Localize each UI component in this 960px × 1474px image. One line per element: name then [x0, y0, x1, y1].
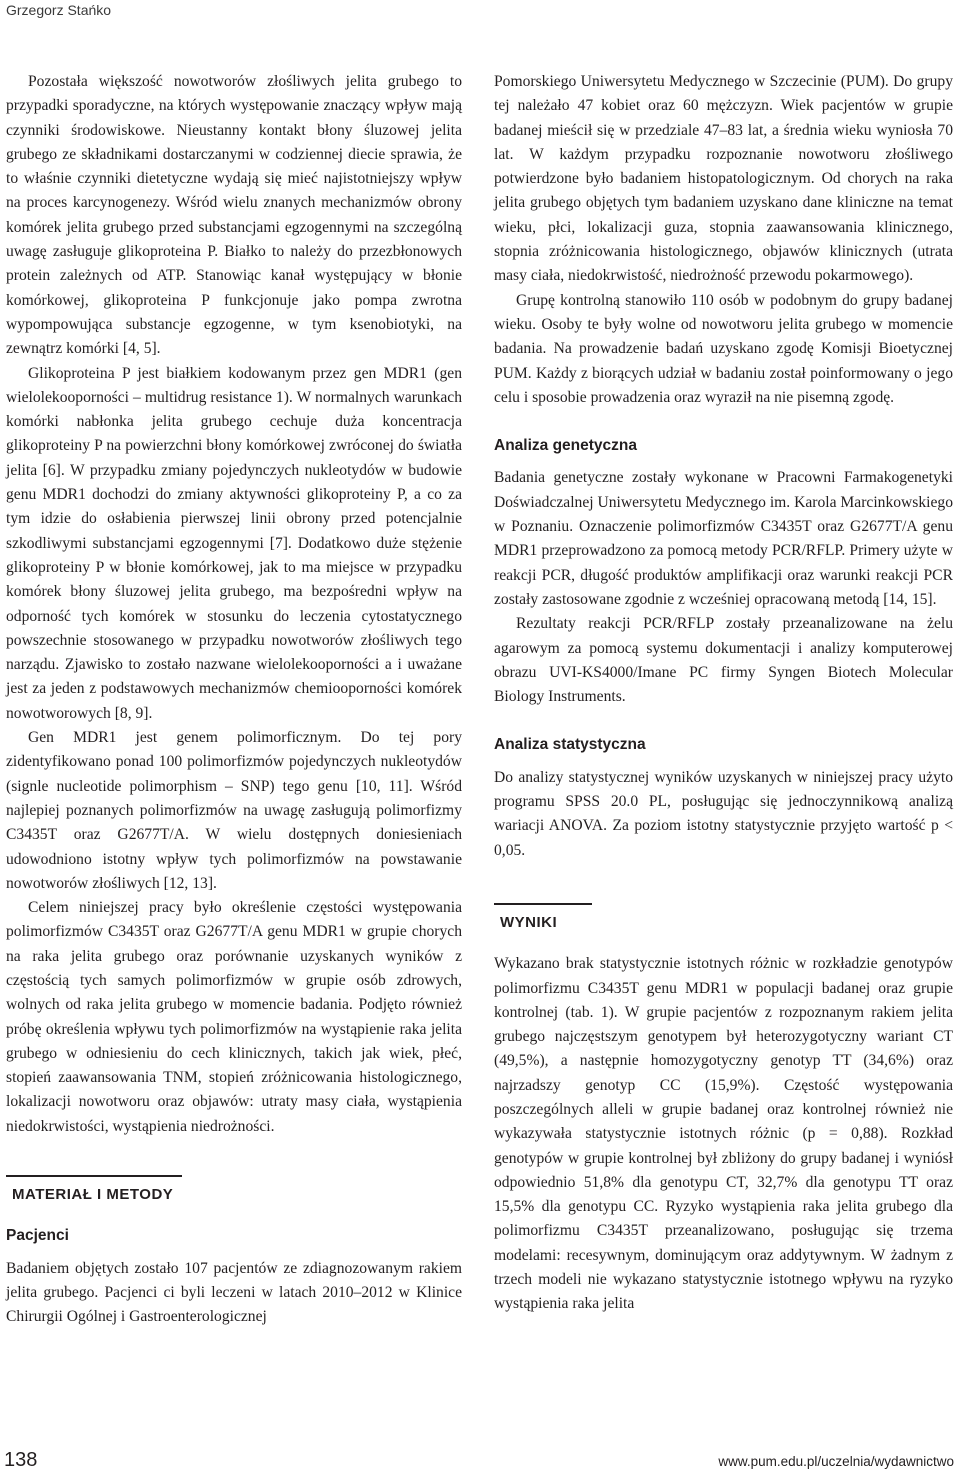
body-paragraph: Gen MDR1 jest genem polimorficznym. Do tej pory zidentyfikowano ponad 100 polimorfizmów pojedynczych nukleotydów (signle nucleotide polimorphism – SNP) tego genu [10, 11]. Wśród najlepiej poznanych polimorfizmów na uwagę zasługują polimorfizmy C3435T oraz G2677T/A. W wielu dostępnych doniesieniach udowodniono istotny wpływ tych polimorfizmów na powstawanie nowotworów złośliwych [12, 13].	[6, 729, 462, 892]
body-paragraph: Rezultaty reakcji PCR/RFLP zostały przeanalizowane na żelu agarowym za pomocą systemu dokumentacji i analizy komputerowej obrazu UVI-KS4000/Imane PC firmy Syngen Biotech Molecular Biology Instruments.	[494, 615, 953, 706]
body-paragraph: Badaniem objętych zostało 107 pacjentów ze zdiagnozowanym rakiem jelita grubego. Pacjenci ci byli leczeni w latach 2010–2012 w Klinice Chirurgii Ogólnej i Gastroenterologicznej	[6, 1259, 462, 1326]
subheading-statistical-analysis: Analiza statystyczna	[494, 736, 646, 754]
body-paragraph: Do analizy statystycznej wyników uzyskanych w niniejszej pracy użyto programu SPSS 20.0 PL, posługując się jednoczynnikową analizą wariacji ANOVA. Za poziom istotny statystycznie przyjęto wartość p < 0,05.	[494, 768, 953, 859]
page-number: 138	[4, 1449, 38, 1471]
section-heading-methods: MATERIAŁ I METODY	[6, 1175, 182, 1212]
section-heading-results: WYNIKI	[494, 903, 592, 940]
right-column	[494, 70, 953, 1317]
body-paragraph: Celem niniejszej pracy było określenie częstości występowania polimorfizmów C3435T oraz G2677T/A genu MDR1 w grupie chorych na raka jelita grubego oraz porównanie uzyskanych wyników z częstością tych samych polimorfizmów w grupie osób zdrowych, wolnych od raka jelita grubego w momencie badania. Podjęto również próbę określenia wpływu tych polimorfizmów na wystąpienie raka jelita grubego w odniesieniu do cech klinicznych, takich jak wiek, płeć, stopień zaawansowania TNM, stopień zróżnicowania histologicznego, lokalizacji nowotworu oraz objawów: utraty masy ciała, wystąpienia niedokrwistości, wystąpienia niedrożności.	[6, 899, 462, 1135]
subheading-genetic-analysis: Analiza genetyczna	[494, 437, 637, 455]
body-paragraph: Glikoproteina P jest białkiem kodowanym przez gen MDR1 (gen wielolekooporności – multidrug resistance 1). W normalnych warunkach komórki nabłonka jelita grubego cechuje duża koncentracja glikoproteiny P na powierzchni błony komórkowej zwróconej do światła jelita [6]. W przypadku zmiany pojedynczych nukleotydów w budowie genu MDR1 dochodzi do zmiany aktywności glikoproteiny P, a co za tym idzie do osłabienia pierwszej linii obrony przed potencjalnie szkodliwymi substancjami egzogennymi [7]. Dodatkowo duże stężenie glikoproteiny P w błonie komórkowej, jak to ma miejsce w przypadku komórek błony śluzowej jelita grubego, ma bezpośredni wpływ na odporność tych komórek w stosunku do leczenia cytostatycznego powszechnie stosowanego w przypadku nowotworów złośliwych tego narządu. Zjawisko to zostało nazwane wielolekooporności a i uważane jest za jeden z podstawowych mechanizmów chemiooporności komórek nowotworowych [8, 9].	[6, 364, 462, 722]
running-head-author: Grzegorz Stańko	[6, 2, 112, 18]
body-paragraph: Pozostała większość nowotworów złośliwych jelita grubego to przypadki sporadyczne, na których występowanie znaczący wpływ mają czynniki środowiskowe. Nieustanny kontakt błony śluzowej jelita grubego ze składnikami dostarczanymi w codziennej diecie sprawia, że to właśnie czynniki dietetyczne wydają się mieć najistotniejszy wpływ na proces karcynogenezy. Wśród wielu znanych mechanizmów obrony komórek jelita grubego przed substancjami egzogennymi na szczególną uwagę zasługuje glikoproteina P. Białko to należy do przezbłonowych protein zależnych od ATP. Stanowiąc kanał występujący w błonie komórkowej, glikoproteina P funkcjonuje jako pompa zwrotna wypompowująca substancje egzogenne, w tym ksenobiotyki, na zewnątrz komórki [4, 5].	[6, 73, 462, 358]
publisher-url-link[interactable]: www.pum.edu.pl/uczelnia/wydawnictwo	[718, 1454, 954, 1469]
body-paragraph: Pomorskiego Uniwersytetu Medycznego w Szczecinie (PUM). Do grupy tej należało 47 kobiet oraz 60 mężczyzn. Wiek pacjentów w grupie badanej mieścił się w przedziale 47–83 lat, a średnia wieku wyniosła 70 lat. W każdym przypadku rozpoznanie nowotworu złośliwego potwierdzone było badaniem histopatologicznym. Od chorych na raka jelita grubego objętych tym badaniem uzyskano dane kliniczne na temat wieku, płci, lokalizacji guza, stopnia zaawansowania klinicznego, stopnia zróżnicowania histologicznego, objawów klinicznych (utrata masy ciała, niedokrwistość, niedrożność przewodu pokarmowego).	[494, 73, 953, 285]
body-paragraph: Wykazano brak statystycznie istotnych różnic w rozkładzie genotypów polimorfizmu C3435T genu MDR1 w populacji badanej oraz grupie kontrolnej (tab. 1). W grupie pacjentów z rozpoznanym rakiem jelita grubego najczęstszym genotypem był heterozygotyczny wariant CT (49,5%), a następnie homozygotyczny genotyp TT (34,6%) oraz najrzadszy genotyp CC (15,9%). Częstość występowania poszczególnych alleli w grupie badanej oraz kontrolnej również nie wykazywała statystycznie istotnych różnic (p = 0,88). Rozkład genotypów w grupie kontrolnej był zbliżony do grupy badanej i wyniósł odpowiednio 51,8% dla genotypu CT, 32,7% dla genotypu TT oraz 15,5% dla genotypu CC. Ryzyko wystąpienia raka jelita grubego dla polimorfizmu C3435T przeanalizowano, posługując się trzema modelami: recesywnym, dominującym oraz addytywnym. W żadnym z trzech modeli nie wykazano statystycznie istotnego wpływu na ryzyko wystąpienia raka jelita	[494, 955, 953, 1313]
body-paragraph: Badania genetyczne zostały wykonane w Pracowni Farmakogenetyki Doświadczalnej Uniwersytetu Medycznego im. Karola Marcinkowskiego w Poznaniu. Oznaczenie polimorfizmów C3435T oraz G2677T/A genu MDR1 przeprowadzono za pomocą metody PCR/RFLP. Primery użyte w reakcji PCR, długość produktów amplifikacji oraz warunki reakcji PCR zostały zastosowane zgodnie z wcześniej opracowaną metodą [14, 15].	[494, 469, 954, 608]
body-paragraph: Grupę kontrolną stanowiło 110 osób w podobnym do grupy badanej wieku. Osoby te były wolne od nowotworu jelita grubego w momencie badania. Na prowadzenie badań uzyskano zgodę Komisji Bioetycznej PUM. Każdy z biorących udział w badaniu został poinformowany o jego celu i sposobie prowadzenia oraz wyraził na nie pisemną zgodę.	[494, 291, 953, 406]
left-column	[6, 70, 462, 1330]
subheading-patients: Pacjenci	[6, 1227, 69, 1245]
